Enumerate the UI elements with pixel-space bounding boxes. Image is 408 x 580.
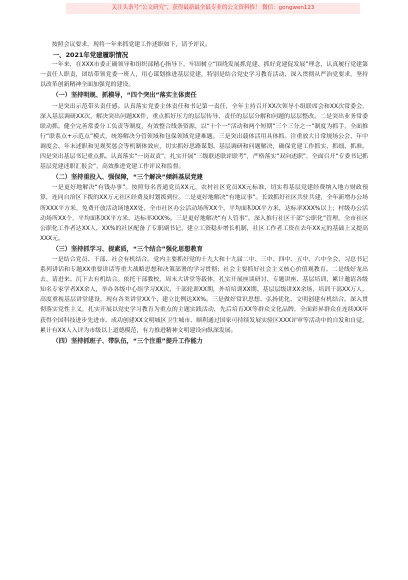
subsection-4-heading: （四）坚持抓班子、带队伍，“三个注重”提升工作能力 — [52, 337, 203, 345]
subsection-2-heading: （二）坚持重投入、强保障，“三个解决”倾斜基层党建 — [52, 174, 203, 182]
subsection-2-paragraph: 一是更好地解决“有钱办事”。按照每名普通党员XX元，农村社区党员XX元标准，切实将基层党建经费纳入地方财政预算，连同自治区下拨的XX万元社区经费及时划拨到位。二是更好地解决“有地议事”。长效抓好社区共驻共建，全年新增办公场所XXX平方米，免费开放活动场地XX处，全市社区办公活动场所XX个、平均面积XX平方米，达标率XXX%以上；村级办公活动场所XX个，平均面积XX平方米，达标率XXX%。三是更好地解决“有人管事”。深入推行社区干部“公职化”管理，全市社区公职化工作者达XX人，XX%的社区配备了专职副书记，建立工资稳步增长机制，社区工作者工资在去年XX元的基础上又提高XXX元。 — [40, 185, 368, 242]
subsection-1-paragraph: 一是突出示范带头责任感。认真落实党委主体责任和书记第一责任，全年主持召开XX次领导小组联席会和XX次常委会，深入基层调研XX次，解决突出问题XX件，重点抓好压力的层层传导、责任的层层分解和问题的层层整改。二是突出业务常委联动抓。健全完善常委分工负责等制度，有效整合线条资源，以“十个一”活动和两个短期“三个三分之一”制度为抓手，全面推行“联系点+示范点”模式，统筹解决分管领域和包保领域党建难题。三是突出载体活用具体抓。注重放大日常规场公会、年中调度会、年末述职和见观奖惩会等机制体效应，切实抓好思路谋划、基层调研和问题解决，确保党建工作抓实、抓细、抓准。四是突出基层书记重点抓。认真落实“一岗双责”，扎实开展“三级联述联评联考”，严格落实“双向述职”，全面召开“专委书记抓基层党建述职汇报会”，高效推进党建工作评议和监督。 — [40, 103, 368, 171]
subsection-1-heading: （一）坚持明规、抓模导，“四个突出”落实主体责任 — [52, 92, 197, 100]
section-1-paragraph: 一年来，在XXX市委正确领导和组织部精心指导下，牢固树立“围绕发展抓党建、抓好党建促发展”理念，认真履行党建第一责任人职责，团结带领党委一班人，用心谋划推进基层党建，特别是结合党史学习教育活动，深入贯彻从严治党要求，坚持以改革创新精神全面加强党的建设。 — [40, 62, 368, 89]
intro-paragraph: 按照会议要求，现将一年来抓党建工作述职如下，请予评议。 — [51, 42, 211, 48]
header-banner: 关注头条号“公文研究”，获得最新最全最专业的公文资料推！ 微信：gongwen123 — [66, 3, 360, 14]
section-1-heading: 一、2021年党建履职情况 — [52, 51, 129, 60]
subsection-3-paragraph: 一是结合党员、干部、社会有机结合。党内主要抓好党的十九大和十九届二中、三中、四中、五中、六中全会、习总书记系列讲话和专题XX重要讲话等重大战略思想和决策部署的学习贯彻；社会主要抓好社会主义核心价值观教育。二是线好龙出去，请进来、沉下去有机结合。依托干部教校，周末大讲堂等载体，扎实开展座谈研讨、专题讲座、基层培训，累计邀请各级知名专家学者XX余人，举办各级中心组学习XX次、干部轮训XX期，外培培训XX期、基层层级讲XX余场，培训干部XX万人，高度重视基层讲堂建设，现有各类讲堂XX个，建立比例达XX%。三是做好常识思想、弘扬优化、文明创建有机结合。深入贯彻落实党性主义，扎实开展以党史学习教育为重点的主题实践活动，先后培育XX等群众文化品牌，全面彩昇群众在连续XX年获得全国科技进步先进市、成功创建XX文明城区卫生城市、顺利通过国家可持续发展实验区XXX评审等活动中的自发和自觉，累计有XX人入评为市级以上道德模范，有力推进精神文明建设向纵深发展。 — [40, 256, 368, 334]
document-body — [40, 40, 368, 347]
subsection-3-heading: （三）坚持抓学习、提素质，“三个结合”强化思想教育 — [52, 245, 203, 253]
